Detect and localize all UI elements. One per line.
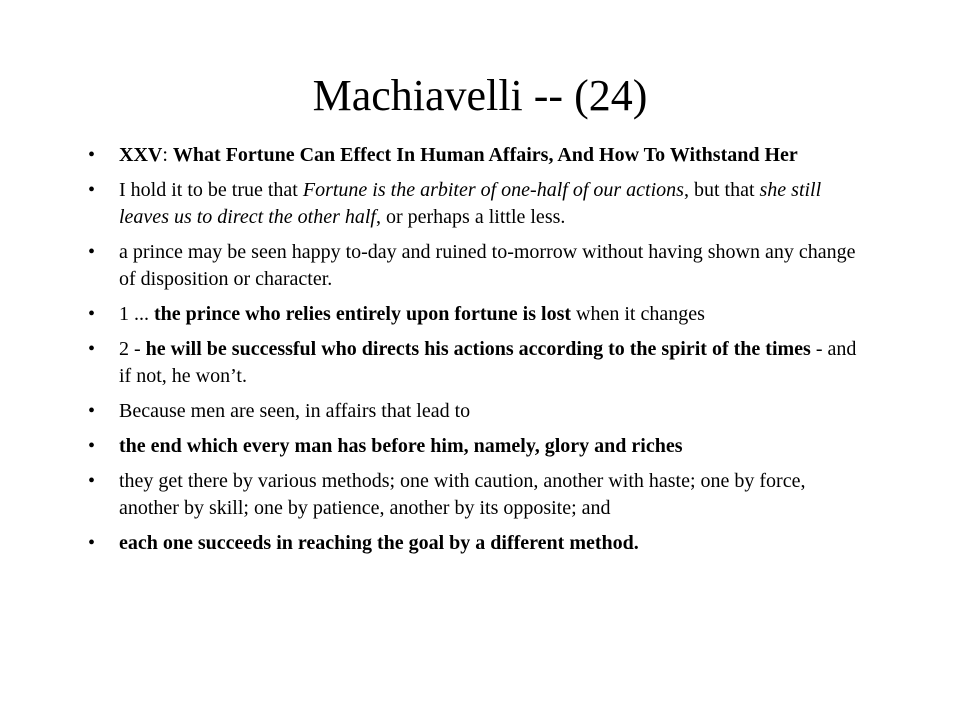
bullet-text-run: 1 ... bbox=[119, 303, 154, 325]
bullet-marker: • bbox=[88, 338, 96, 360]
bullet-marker: • bbox=[88, 241, 96, 263]
bullet-text-run: he will be successful who directs his actions according to the spirit of the times bbox=[145, 338, 811, 360]
bullet-item bbox=[80, 239, 870, 293]
slide-title: Machiavelli -- (24) bbox=[312, 71, 648, 120]
bullet-text-run: each one succeeds in reaching the goal by a different method. bbox=[119, 532, 639, 554]
bullet-text-run: she still leaves us to direct the other half bbox=[119, 179, 822, 228]
bullet-item bbox=[80, 398, 870, 425]
bullet-item bbox=[80, 530, 870, 557]
bullet-text-run: XXV bbox=[119, 144, 163, 166]
bullet-marker: • bbox=[88, 470, 96, 492]
bullet-marker: • bbox=[88, 400, 96, 422]
bullet-text-run: What Fortune Can Effect In Human Affairs, And How To Withstand Her bbox=[172, 144, 798, 166]
bullet-text-run: : bbox=[162, 144, 173, 166]
bullet-text-run: the end which every man has before him, namely, glory and riches bbox=[119, 435, 683, 457]
bullet-text-run: 2 - bbox=[119, 338, 146, 360]
bullet-text-run: Because men are seen, in affairs that lead to bbox=[119, 400, 471, 422]
bullet-marker: • bbox=[88, 179, 96, 201]
bullet-marker: • bbox=[88, 435, 96, 457]
bullet-marker: • bbox=[88, 303, 96, 325]
bullet-item bbox=[80, 468, 870, 522]
bullet-item bbox=[80, 142, 870, 169]
bullet-marker: • bbox=[88, 144, 96, 166]
bullet-list bbox=[80, 142, 870, 565]
bullet-text-run: , but that bbox=[683, 179, 760, 201]
bullet-text-run: they get there by various methods; one with caution, another with haste; one by force, another by skill; one by patience, another by its opposite; and bbox=[119, 470, 806, 519]
bullet-text-run: , or perhaps a little less. bbox=[375, 206, 566, 228]
bullet-text-run: Fortune is the arbiter of one-half of our actions bbox=[302, 179, 684, 201]
bullet-item bbox=[80, 301, 870, 328]
bullet-text-run: - and if not, he won’t. bbox=[119, 338, 857, 387]
bullet-text-run: when it changes bbox=[571, 303, 705, 325]
bullet-marker: • bbox=[88, 532, 96, 554]
bullet-text-run: a prince may be seen happy to-day and ruined to-morrow without having shown any change of disposition or character. bbox=[119, 241, 856, 290]
bullet-text-run: I hold it to be true that bbox=[119, 179, 303, 201]
bullet-item bbox=[80, 177, 870, 231]
bullet-item bbox=[80, 433, 870, 460]
bullet-item bbox=[80, 336, 870, 390]
bullet-text-run: the prince who relies entirely upon fortune is lost bbox=[154, 303, 572, 325]
